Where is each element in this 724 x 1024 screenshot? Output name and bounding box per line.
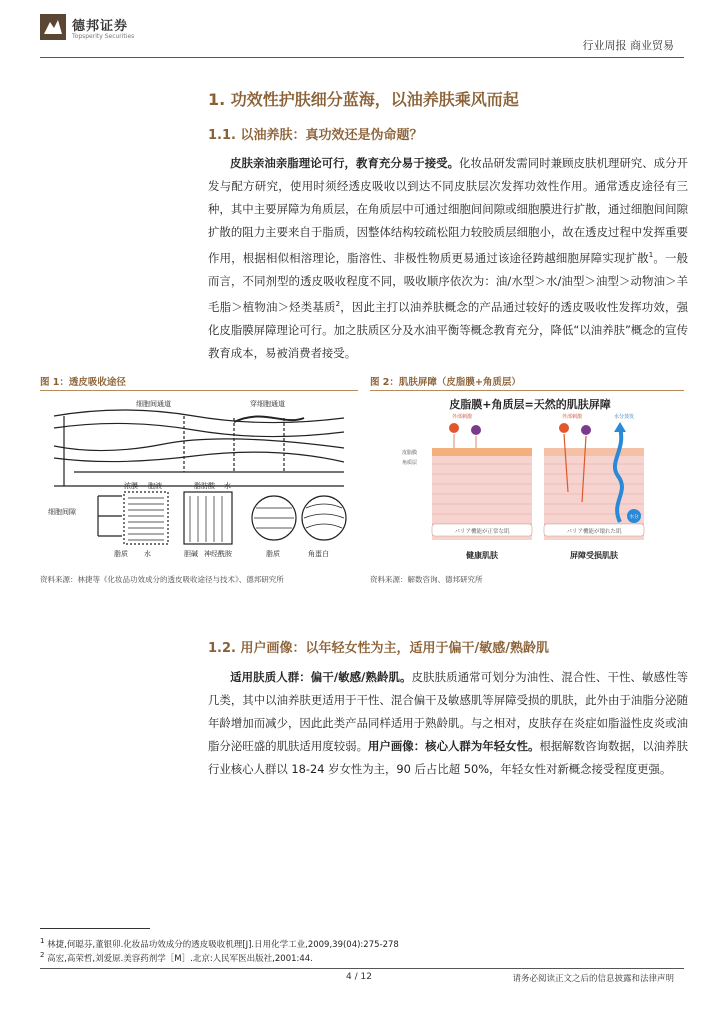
footnote-2-text: 高宏,高荣哲,刘爱原.美容药剂学［M］.北京:人民军医出版社,2001:44.: [47, 953, 313, 964]
fig2-water-tag: 水分蒸发: [614, 414, 635, 420]
footnote-ref-1[interactable]: 1: [648, 251, 654, 259]
fig2-left-tag: 外部刺激: [452, 414, 473, 420]
fig1-label-c1: 浓膜: [124, 482, 138, 490]
report-type: 行业周报 商业贸易: [582, 39, 674, 52]
footnote-1-text: 林捷,何聪芬,董银卯.化妆品功效成分的透皮吸收机理[J].日用化学工业,2009,39(04):275-278: [47, 939, 399, 950]
fig1-label-transcellular: 穿细胞通道: [250, 400, 285, 408]
figure-2-title: 图 2：肌肤屏障（皮脂膜+角质层）: [370, 377, 521, 388]
irritant-icon: [581, 425, 591, 435]
footer-divider: [40, 968, 684, 969]
fig2-layer-stratum: 角质层: [402, 460, 418, 466]
paragraph-1-lead: 皮肤亲油亲脂理论可行，教育充分易于接受。: [230, 156, 460, 170]
footnote-2-num: 2: [40, 951, 45, 959]
figure-2-source: 资料来源：解数咨询、德邦研究所: [370, 575, 483, 584]
figure-2-rule: [370, 390, 684, 391]
section-heading: 1. 功效性护肤细分蓝海，以油养肤乘风而起: [208, 90, 519, 109]
logo-name-en: Topsperity Securities: [72, 33, 135, 40]
footnote-1-num: 1: [40, 937, 45, 945]
fig1-label-water: 水: [144, 550, 151, 558]
fig1-label-gap: 细胞间隙: [48, 508, 76, 516]
paragraph-1-body-2: 。一般而言，不同剂型的透皮吸收程度不同，吸收顺序依次为：油/水型＞水/油型＞油型＞动物油＞羊毛脂＞植物油＞烃类基质: [208, 250, 688, 314]
fig1-label-lipid: 脂质: [114, 550, 128, 558]
paragraph-2: [208, 666, 688, 781]
fig1-label-fa: 脂肪酸: [194, 482, 215, 490]
irritant-icon: [559, 423, 569, 433]
figure-1-source: 资料来源：林捷等《化妆品功效成分的透皮吸收途径与技术》、德邦研究所: [40, 575, 284, 584]
footnote-divider: [40, 928, 150, 929]
paragraph-2-lead-1: 适用肤质人群：偏干/敏感/熟龄肌。: [230, 670, 412, 684]
paragraph-1: [208, 152, 688, 365]
fig1-label-keratin: 角蛋白: [308, 550, 329, 558]
footnote-2: [40, 951, 313, 964]
logo-name-cn: 德邦证券: [72, 19, 129, 34]
paragraph-2-body-2: 根据解数咨询数据，以油养肤行业核心人群以 18-24 岁女性为主，90 后占比超 50%，年轻女性对新概念接受程度更强。: [208, 739, 688, 776]
fig2-right-caption: 屏障受损肌肤: [570, 551, 618, 560]
fig1-label-intercellular: 细胞间通道: [136, 400, 171, 408]
legal-disclaimer: 请务必阅读正文之后的信息披露和法律声明: [512, 974, 674, 984]
fig2-left-banner: バリア機能が正常な肌: [454, 529, 510, 535]
fig1-label-water2: 水: [224, 482, 231, 490]
irritant-icon: [449, 423, 459, 433]
figure-1-title: 图 1：透皮吸收途径: [40, 377, 126, 388]
fig2-water-drop: 水分: [629, 515, 639, 520]
fig1-label-c2: 胞液: [148, 482, 162, 490]
figure-1-rule: [40, 390, 358, 391]
fig1-label-ceramide: 神经酰胺: [204, 550, 232, 558]
paragraph-2-body-1: 皮肤肤质通常可划分为油性、混合性、干性、敏感性等几类，其中以油养肤更适用于干性、混合偏干及敏感肌等屏障受损的肌肤，此外由于油脂分泌随年龄增加而减少，因此此类产品同样适用于熟龄肌。与之相对，皮肤存在炎症如脂溢性皮炎或油脂分泌旺盛的肌肤适用度较弱。: [208, 670, 688, 753]
paragraph-1-body: 化妆品研发需同时兼顾皮肤机理研究、成分开发与配方研究，使用时须经透皮吸收以到达不同皮肤层次发挥功效性作用。通常透皮途径有三种，其中主要屏障为角质层，在角质层中可通过细胞间间隙或细胞膜进行扩散，通过细胞间间隙扩散的阻力主要来自于脂质，因整体结构较疏松阻力较胶质层细胞小，故在透皮过程中发挥重要作用，根据相似相溶理论，脂溶性、非极性物质更易通过该途径跨越细胞屏障实现扩散: [208, 156, 688, 265]
logo-mark-icon: [40, 14, 66, 40]
irritant-icon: [471, 425, 481, 435]
company-logo: [40, 14, 66, 40]
fig2-layer-sebum: 皮脂膜: [402, 450, 418, 456]
fig2-right-tag: 外部刺激: [562, 414, 583, 420]
fig2-headline: 皮脂膜+角质层=天然的肌肤屏障: [449, 398, 611, 411]
header-divider: [40, 57, 684, 58]
fig1-label-choline: 胆碱: [184, 550, 198, 558]
footnote-1: [40, 937, 399, 950]
subsection-heading-2: 1.2. 用户画像：以年轻女性为主，适用于偏干/敏感/熟龄肌: [208, 641, 549, 656]
footnote-ref-2[interactable]: 2: [335, 299, 341, 308]
fig1-label-lipid2: 脂质: [266, 550, 280, 558]
page-number: 4 / 12: [346, 972, 372, 982]
fig2-right-banner: バリア機能が壊れた肌: [566, 529, 622, 535]
fig2-left-caption: 健康肌肤: [466, 551, 498, 560]
subsection-heading-1: 1.1. 以油养肤：真功效还是伪命题？: [208, 128, 423, 143]
paragraph-1-body-3: ，因此主打以油养肤概念的产品通过较好的透皮吸收性发挥功效，强化皮脂膜屏障理论可行。加之肤质区分及水油平衡等概念教育充分，降低“以油养肤”概念的宣传教育成本，易被消费者接受。: [208, 299, 688, 360]
paragraph-2-lead-2: 用户画像：核心人群为年轻女性。: [368, 739, 540, 753]
figure-2-diagram: [396, 392, 664, 568]
figure-1-diagram: [44, 396, 354, 562]
